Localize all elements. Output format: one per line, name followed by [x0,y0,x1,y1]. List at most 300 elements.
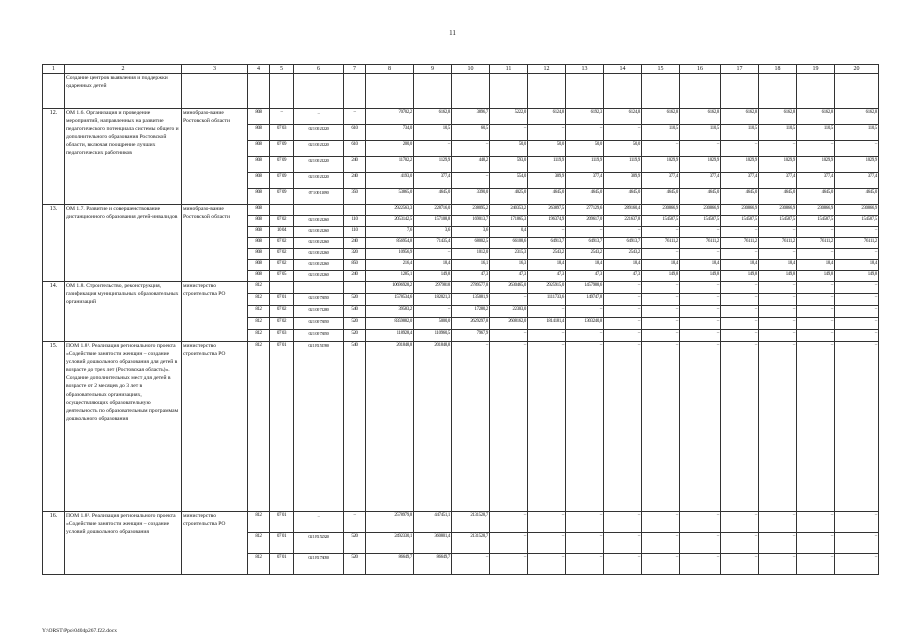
budget-code-cell: – [294,512,344,533]
amount-cell: – [797,282,835,294]
measure-name: ПОМ 1.8². Реализация регионального проекта «Содействие занятости женщин – создание условий дошкольного образования [65,512,182,575]
amount-cell: – [566,330,604,342]
amount-cell: 50,0 [604,141,642,157]
amount-cell: 18,4 [797,260,835,271]
amount-cell: 4025,0 [490,189,528,205]
budget-code-cell: 110 [344,227,366,238]
empty-cell [414,74,452,109]
amount-cell: 240353,2 [490,205,528,216]
amount-cell: – [835,294,879,306]
amount-cell: 76111,2 [680,238,721,249]
amount-cell: 1303240,8 [566,318,604,330]
amount-cell: 3390,0 [452,189,490,205]
amount-cell: 734,0 [366,125,414,141]
budget-code-cell: 240 [344,238,366,249]
amount-cell: 377,4 [680,173,721,189]
budget-code-cell: 812 [248,533,270,554]
amount-cell: 4645,0 [642,189,680,205]
amount-cell: – [835,227,879,238]
amount-cell: 7,6 [366,227,414,238]
amount-cell: 149,8 [721,271,759,282]
header-row [43,65,879,74]
amount-cell: 47,3 [528,271,566,282]
amount-cell: 64913,7 [528,238,566,249]
budget-code-cell: 808 [248,238,270,249]
amount-cell: – [835,342,879,512]
amount-cell: – [721,512,759,533]
budget-code-cell: 540 [344,342,366,512]
amount-cell: 230866,9 [835,205,879,216]
budget-code-cell: 02 1 00 73050 [294,294,344,306]
amount-cell: 1029,9 [759,157,797,173]
table-row [43,512,879,533]
column-header: 20 [835,65,879,74]
column-header: 8 [366,65,414,74]
amount-cell: 66108,6 [490,238,528,249]
amount-cell: 64913,7 [566,238,604,249]
budget-code-cell: 02 1 00 21260 [294,249,344,260]
budget-code-cell: 110 [344,216,366,227]
amount-cell: – [452,173,490,189]
amount-cell: 39583,2 [366,306,414,318]
amount-cell: – [452,141,490,157]
amount-cell: 110,5 [835,125,879,141]
amount-cell: – [759,512,797,533]
budget-code-cell: 07 03 [270,125,294,141]
amount-cell: – [721,342,759,512]
amount-cell: 16,3 [490,260,528,271]
amount-cell: 377,4 [721,173,759,189]
amount-cell: 1814181,4 [528,318,566,330]
amount-cell: – [680,227,721,238]
amount-cell: 377,4 [759,173,797,189]
budget-code-cell: 07 01 [270,342,294,512]
amount-cell: 47,3 [452,271,490,282]
amount-cell: – [759,533,797,554]
budget-code-cell: 520 [344,533,366,554]
amount-cell: 118928,4 [366,330,414,342]
amount-cell: – [759,282,797,294]
amount-cell: 230866,9 [721,205,759,216]
amount-cell: 149,8 [414,271,452,282]
measure-name: ОМ 1.8. Строительство, реконструкция, газификация муниципальных образовательных организаций [65,282,182,342]
amount-cell: 149,8 [759,271,797,282]
amount-cell: 1119,9 [604,157,642,173]
budget-code-cell: 07 02 [270,260,294,271]
amount-cell: – [835,282,879,294]
budget-code-cell: 812 [248,554,270,575]
budget-code-cell: 07 05 [270,271,294,282]
amount-cell: 1129,9 [414,157,452,173]
amount-cell: 1285,1 [366,271,414,282]
budget-code-cell: 07 01 [270,294,294,306]
amount-cell: 110,5 [680,125,721,141]
budget-code-cell: 07 01 [270,512,294,533]
row-number: 16. [43,512,65,575]
budget-code-cell: 07 09 [270,173,294,189]
amount-cell: – [680,512,721,533]
amount-cell: 47,3 [566,271,604,282]
amount-cell: 149,8 [642,271,680,282]
amount-cell: – [490,533,528,554]
amount-cell: 10956,9 [366,249,414,260]
amount-cell: 230866,9 [759,205,797,216]
amount-cell: – [680,318,721,330]
column-header: 9 [414,65,452,74]
empty-cell [797,74,835,109]
amount-cell: – [797,342,835,512]
amount-cell: – [490,294,528,306]
amount-cell: 154587,5 [680,216,721,227]
budget-code-cell: 02 1 00 21220 [294,125,344,141]
budget-code-cell: 02 1 00 73050 [294,330,344,342]
empty-cell [182,74,248,109]
amount-cell: 4645,0 [566,189,604,205]
amount-cell: 6162,8 [835,109,879,125]
measure-name: ОМ 1.6. Организация и проведение мероприятий, направленных на развитие педагогического потенциала системы общего и дополнительного образования Ростовской области, включая поощрение лучших педагогических работников [65,109,182,205]
amount-cell: 135081,9 [452,294,490,306]
budget-code-cell: 02 1 00 21220 [294,157,344,173]
amount-cell: – [642,294,680,306]
amount-cell: 2630465,0 [490,282,528,294]
amount-cell: 18,4 [835,260,879,271]
amount-cell: – [604,533,642,554]
budget-code-cell: 850 [344,260,366,271]
budget-code-cell: 07 03 [270,330,294,342]
amount-cell: 110,5 [721,125,759,141]
budget-table-wrapper [42,64,877,624]
amount-cell: 16,1 [452,260,490,271]
amount-cell: 171865,3 [490,216,528,227]
amount-cell: 1029,9 [797,157,835,173]
amount-cell: 209617,0 [566,216,604,227]
responsible-org: министерство строительства РО [182,282,248,342]
amount-cell: 76111,2 [721,238,759,249]
amount-cell: – [835,318,879,330]
amount-cell: 3896,7 [452,109,490,125]
budget-code-cell: 808 [248,260,270,271]
amount-cell: 6162,8 [414,109,452,125]
budget-code-cell: 812 [248,306,270,318]
amount-cell: – [721,294,759,306]
amount-cell: 6162,8 [642,109,680,125]
budget-code-cell: 02 1 P2 51590 [294,342,344,512]
amount-cell: 309,9 [604,173,642,189]
budget-code-cell: 07 09 [270,157,294,173]
budget-code-cell: 07 09 [270,141,294,157]
budget-code-cell: 808 [248,173,270,189]
amount-cell: – [490,125,528,141]
budget-code-cell [270,205,294,216]
amount-cell: – [721,318,759,330]
amount-cell: 10696928,2 [366,282,414,294]
amount-cell: 377,4 [797,173,835,189]
amount-cell: – [759,342,797,512]
amount-cell: – [797,227,835,238]
amount-cell: – [642,306,680,318]
budget-code-cell [294,282,344,294]
amount-cell: 3,6 [414,227,452,238]
amount-cell: 5222,0 [490,109,528,125]
amount-cell: – [759,318,797,330]
amount-cell: 71435,4 [414,238,452,249]
amount-cell: – [680,533,721,554]
amount-cell: 360801,4 [414,533,452,554]
column-header: 16 [680,65,721,74]
amount-cell: – [721,533,759,554]
budget-code-cell: 808 [248,141,270,157]
column-header: 19 [797,65,835,74]
empty-cell [566,74,604,109]
amount-cell: 289160,4 [604,205,642,216]
column-header: 14 [604,65,642,74]
row-number [43,74,65,109]
amount-cell: – [797,141,835,157]
amount-cell: 18,4 [566,260,604,271]
amount-cell: 4645,0 [721,189,759,205]
amount-cell: 154587,5 [759,216,797,227]
budget-code-cell: 808 [248,125,270,141]
amount-cell: – [414,141,452,157]
amount-cell: – [759,141,797,157]
amount-cell: – [721,282,759,294]
amount-cell: 18,4 [759,260,797,271]
budget-code-cell: 808 [248,227,270,238]
amount-cell: 448,2 [452,157,490,173]
amount-cell: 154587,5 [721,216,759,227]
amount-cell: – [759,554,797,575]
amount-cell: – [604,227,642,238]
amount-cell: 5000,0 [414,318,452,330]
amount-cell: 4645,0 [759,189,797,205]
amount-cell: – [490,342,528,512]
amount-cell: – [642,533,680,554]
amount-cell: – [528,306,566,318]
amount-cell: – [642,554,680,575]
column-header: 5 [270,65,294,74]
amount-cell: 86649,7 [366,554,414,575]
amount-cell: – [721,330,759,342]
amount-cell: – [528,554,566,575]
amount-cell: 6162,8 [721,109,759,125]
amount-cell: 196374,9 [528,216,566,227]
budget-code-cell: 02 1 00 73050 [294,318,344,330]
responsible-org: минобразо-вание Ростовской области [182,109,248,205]
amount-cell: 4645,0 [680,189,721,205]
budget-code-cell: 02 1 00 21260 [294,227,344,238]
amount-cell: 4645,0 [528,189,566,205]
row-number: 14. [43,282,65,342]
amount-cell: – [642,512,680,533]
amount-cell: – [759,227,797,238]
budget-code-cell: 02 1 00 21220 [294,173,344,189]
amount-cell: 76111,2 [835,238,879,249]
column-header: 3 [182,65,248,74]
amount-cell: 1111733,6 [528,294,566,306]
amount-cell: 154587,5 [797,216,835,227]
amount-cell: 1119,9 [566,157,604,173]
amount-cell: – [721,249,759,260]
empty-cell [294,74,344,109]
empty-cell [344,74,366,109]
amount-cell: 4193,0 [366,173,414,189]
budget-code-cell: 812 [248,318,270,330]
column-header: 11 [490,65,528,74]
budget-code-cell: 320 [344,249,366,260]
amount-cell: 0,4 [490,227,528,238]
amount-cell: – [797,249,835,260]
column-header: 13 [566,65,604,74]
amount-cell: – [721,306,759,318]
budget-code-cell: 812 [248,342,270,512]
column-header: 17 [721,65,759,74]
empty-cell [835,74,879,109]
row-number: 12. [43,109,65,205]
amount-cell: – [566,227,604,238]
amount-cell: 18,4 [528,260,566,271]
column-header: 7 [344,65,366,74]
budget-code-cell: 07 02 [270,306,294,318]
amount-cell: 86649,7 [414,554,452,575]
amount-cell: 110,5 [759,125,797,141]
amount-cell: – [797,330,835,342]
amount-cell: – [490,554,528,575]
amount-cell: – [680,141,721,157]
budget-code-cell: 808 [248,249,270,260]
amount-cell: 64913,7 [604,238,642,249]
amount-cell: 1029,9 [642,157,680,173]
amount-cell: 60,5 [452,125,490,141]
measure-name: ОМ 1.7. Развитие и совершенствование дистанционного образования детей-инвалидов [65,205,182,282]
amount-cell: 68002,5 [452,238,490,249]
amount-cell: – [604,318,642,330]
amount-cell: – [452,342,490,512]
footer-file-path: Y:\ORST\Ppo\0404p267.f22.docx [42,628,117,634]
amount-cell: – [604,282,642,294]
amount-cell: 2922563,3 [366,205,414,216]
budget-code-cell: 520 [344,554,366,575]
amount-cell: 18,4 [680,260,721,271]
amount-cell: 18,4 [721,260,759,271]
amount-cell: – [414,306,452,318]
budget-code-cell: 02 1 00 21260 [294,238,344,249]
amount-cell: 6192,3 [566,109,604,125]
table-row [43,342,879,512]
budget-code-cell: 540 [344,306,366,318]
amount-cell: 6162,8 [797,109,835,125]
amount-cell: – [642,318,680,330]
amount-cell: – [566,342,604,512]
amount-cell: 149,8 [680,271,721,282]
budget-code-cell: 02 1 00 21220 [294,141,344,157]
amount-cell: – [797,318,835,330]
amount-cell: 4645,0 [604,189,642,205]
amount-cell: 149,8 [797,271,835,282]
budget-code-cell [344,282,366,294]
budget-code-cell: 808 [248,189,270,205]
column-header: 2 [65,65,182,74]
amount-cell: 4645,0 [414,189,452,205]
amount-cell: 76111,2 [797,238,835,249]
amount-cell: 238095,2 [452,205,490,216]
amount-cell: 856954,8 [366,238,414,249]
amount-cell: 1029,9 [835,157,879,173]
amount-cell: – [490,512,528,533]
budget-code-cell: 07 01 [270,533,294,554]
budget-table [42,64,879,575]
budget-code-cell: 07 02 [270,238,294,249]
budget-code-cell: 808 [248,216,270,227]
empty-cell [604,74,642,109]
amount-cell: 554,0 [490,173,528,189]
budget-code-cell: 610 [344,141,366,157]
amount-cell: 50,0 [490,141,528,157]
amount-cell: – [680,306,721,318]
budget-code-cell [344,205,366,216]
amount-cell: – [604,342,642,512]
budget-code-cell: 07 09 [270,189,294,205]
amount-cell: – [642,141,680,157]
amount-cell: 309,9 [528,173,566,189]
amount-cell: 50,0 [566,141,604,157]
amount-cell: – [835,512,879,533]
budget-code-cell: 610 [344,125,366,141]
amount-cell: 6124,8 [528,109,566,125]
amount-cell: 6162,8 [680,109,721,125]
amount-cell: 110,5 [797,125,835,141]
budget-code-cell: 812 [248,512,270,533]
budget-code-cell: 520 [344,294,366,306]
amount-cell: – [604,294,642,306]
budget-code-cell: 02 1 00 21260 [294,271,344,282]
empty-cell [270,74,294,109]
budget-code-cell: 02 1 P2 73050 [294,554,344,575]
amount-cell: 47,3 [604,271,642,282]
amount-cell: – [414,249,452,260]
amount-cell: 18,4 [414,260,452,271]
amount-cell: – [642,282,680,294]
amount-cell: – [642,249,680,260]
amount-cell: 2053142,5 [366,216,414,227]
budget-code-cell: 350 [344,189,366,205]
empty-cell [490,74,528,109]
amount-cell: 4645,0 [797,189,835,205]
empty-cell [680,74,721,109]
responsible-org: министерство строительства РО [182,512,248,575]
budget-code-cell [270,282,294,294]
amount-cell: 6162,8 [759,109,797,125]
amount-cell: – [721,554,759,575]
row-number: 15. [43,342,65,512]
column-header: 10 [452,65,490,74]
empty-cell [452,74,490,109]
amount-cell: 263897,5 [528,205,566,216]
amount-cell: 4645,0 [835,189,879,205]
amount-cell: – [528,342,566,512]
amount-cell: – [566,512,604,533]
amount-cell: – [680,342,721,512]
amount-cell: 149,8 [835,271,879,282]
amount-cell: – [566,554,604,575]
amount-cell: 2629297,8 [452,318,490,330]
measure-name: Создание центров выявления и поддержки одаренных детей [65,74,182,109]
amount-cell: – [604,125,642,141]
amount-cell: 230866,9 [797,205,835,216]
amount-cell: 228716,0 [414,205,452,216]
amount-cell: – [759,306,797,318]
amount-cell: – [528,125,566,141]
amount-cell: – [680,554,721,575]
